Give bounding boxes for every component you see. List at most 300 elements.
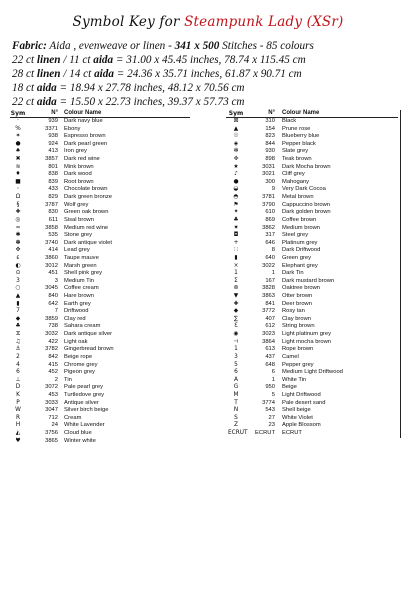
symbol-cell: 1	[234, 270, 238, 277]
header-sym: Sym	[10, 110, 26, 117]
colour-name-cell: Slate grey	[282, 148, 309, 155]
colour-name-cell: Pigeon grey	[64, 369, 95, 376]
table-row	[226, 354, 398, 362]
spec-text: / 14 ct	[60, 68, 95, 80]
symbol-cell: ●	[15, 140, 21, 147]
symbol-cell: ×	[233, 262, 239, 269]
symbol-cell: §	[16, 201, 20, 208]
symbol-cell: ◆	[15, 315, 21, 322]
thread-number-cell: 648	[265, 361, 275, 368]
thread-number-cell: 3	[54, 277, 58, 284]
table-row	[10, 339, 190, 347]
thread-number-cell: 154	[265, 125, 275, 132]
thread-number-cell: 838	[48, 171, 58, 178]
colour-name-cell: Marsh green	[64, 262, 97, 269]
thread-number-cell: 924	[48, 140, 58, 147]
colour-name-cell: Dark Driftwood	[282, 247, 321, 254]
thread-number-cell: 3032	[45, 331, 58, 338]
colour-name-cell: Prune rose	[282, 125, 311, 132]
table-row	[226, 133, 398, 141]
thread-number-cell: 2	[54, 376, 58, 383]
table-row	[10, 384, 190, 392]
thread-number-cell: 3012	[45, 262, 58, 269]
table-row	[226, 255, 398, 263]
colour-name-cell: Root brown	[64, 178, 94, 185]
symbol-cell: ✦	[233, 209, 239, 216]
table-row	[10, 392, 190, 400]
colour-name-cell: Dark antique silver	[64, 331, 113, 338]
table-row	[10, 285, 190, 293]
table-row	[226, 331, 398, 339]
spec-fabric: aida	[94, 68, 114, 80]
table-row	[10, 362, 190, 370]
colour-name-cell: Wolf grey	[64, 201, 89, 208]
table-row	[10, 301, 190, 309]
symbol-cell: ⊠	[233, 118, 239, 124]
color-key-left-column	[10, 110, 190, 445]
colour-name-cell: Dark Tin	[282, 270, 304, 277]
symbol-cell: R	[15, 414, 21, 421]
size-line-22ct-linen	[12, 54, 306, 66]
table-row	[226, 415, 398, 423]
colour-name-cell: Driftwood	[64, 308, 89, 315]
colour-name-cell: Light oak	[64, 338, 88, 345]
spec-text: = 18.94 x 27.78 inches, 48.12 x 70.56 cm	[56, 82, 245, 94]
symbol-cell: 5	[234, 361, 238, 368]
thread-number-cell: 3033	[45, 399, 58, 406]
symbol-cell: 3	[16, 277, 20, 284]
thread-number-cell: 415	[48, 361, 58, 368]
colour-name-cell: Blueberry blue	[282, 133, 320, 140]
table-row	[10, 186, 190, 194]
table-row	[226, 156, 398, 164]
symbol-cell: Z	[234, 422, 238, 429]
colour-name-cell: Turtledove grey	[64, 391, 105, 398]
table-row	[226, 377, 398, 385]
colour-name-cell: Black	[282, 118, 297, 124]
thread-number-cell: 452	[48, 369, 58, 376]
thread-number-cell: 610	[265, 209, 275, 216]
header-number: N°	[51, 110, 58, 116]
spec-fabric: aida	[93, 54, 114, 66]
thread-number-cell: 844	[265, 140, 275, 147]
thread-number-cell: 437	[265, 353, 275, 360]
symbol-cell: ✱	[15, 232, 21, 239]
colour-name-cell: Espresso brown	[64, 133, 106, 140]
symbol-cell: Σ	[234, 277, 238, 284]
table-row	[226, 362, 398, 370]
colour-name-cell: Ebony	[64, 125, 81, 132]
thread-number-cell: 938	[48, 133, 58, 140]
spec-fabric: aida	[36, 82, 57, 94]
symbol-cell: Ω	[15, 194, 21, 201]
colour-name-cell: Mink brown	[64, 163, 94, 170]
table-row	[10, 171, 190, 179]
thread-number-cell: 6	[271, 369, 275, 376]
symbol-cell: A	[234, 376, 238, 383]
thread-number-cell: 3045	[45, 285, 58, 292]
table-row	[226, 293, 398, 301]
symbol-cell: ▮	[16, 300, 20, 307]
symbol-cell: ⊙	[15, 270, 21, 277]
colour-name-cell: Cloud blue	[64, 429, 92, 436]
spec-text: Aida , evenweave or linen -	[46, 40, 175, 52]
thread-number-cell: 840	[48, 293, 58, 300]
table-row	[226, 263, 398, 271]
table-row	[10, 202, 190, 210]
thread-number-cell: 24	[51, 422, 58, 429]
spec-text: = 15.50 x 22.73 inches, 39.37 x 57.73 cm	[56, 96, 245, 108]
thread-number-cell: 842	[48, 353, 58, 360]
thread-number-cell: 611	[48, 216, 58, 223]
thread-number-cell: 950	[265, 384, 275, 391]
colour-name-cell: Light Driftwood	[282, 391, 321, 398]
colour-name-cell: Pale pearl grey	[64, 384, 103, 391]
header-colour-name: Colour Name	[282, 110, 320, 116]
thread-number-cell: 640	[265, 254, 275, 261]
colour-name-cell: Light mocha brown	[282, 338, 331, 345]
table-header	[226, 110, 398, 118]
thread-number-cell: 841	[265, 300, 275, 307]
table-row	[226, 171, 398, 179]
symbol-cell: K	[16, 391, 20, 398]
spec-fabric: linen	[36, 54, 61, 66]
table-row	[226, 278, 398, 286]
thread-number-cell: 3863	[262, 293, 275, 300]
colour-name-cell: Dark red wine	[64, 156, 100, 163]
table-row	[226, 384, 398, 392]
symbol-cell: ✥	[15, 247, 21, 254]
symbol-cell: ♦	[15, 171, 21, 178]
thread-number-cell: 3021	[262, 171, 275, 178]
table-row	[10, 118, 190, 126]
colour-name-cell: Medium brown	[282, 224, 321, 231]
header-number: N°	[268, 110, 275, 116]
colour-name-cell: Lead grey	[64, 247, 90, 254]
table-row	[10, 407, 190, 415]
table-header	[10, 110, 190, 118]
table-row	[226, 179, 398, 187]
symbol-cell: T	[234, 399, 238, 406]
table-row	[10, 331, 190, 339]
thread-number-cell: 414	[48, 247, 58, 254]
thread-number-cell: 3857	[45, 156, 58, 163]
symbol-cell: ◈	[233, 140, 239, 147]
table-row	[10, 415, 190, 423]
spec-lead: Fabric:	[12, 40, 47, 52]
table-row	[226, 194, 398, 202]
symbol-cell: ✽	[15, 239, 21, 246]
colour-name-cell: Dark golden brown	[282, 209, 331, 216]
thread-number-cell: 167	[265, 277, 275, 284]
thread-number-cell: 869	[265, 216, 275, 223]
table-row	[226, 240, 398, 248]
colour-name-cell: Cappuccino brown	[282, 201, 331, 208]
thread-number-cell: 3859	[45, 315, 58, 322]
thread-number-cell: 3782	[45, 346, 58, 353]
thread-number-cell: 823	[265, 133, 275, 140]
table-row	[10, 263, 190, 271]
symbol-cell: ★	[233, 163, 239, 170]
symbol-cell: ε	[16, 254, 20, 261]
symbol-cell: ◎	[15, 216, 21, 223]
thread-number-cell: 3772	[262, 308, 275, 315]
colour-name-cell: White Tin	[282, 376, 307, 383]
thread-number-cell: 3860	[45, 254, 58, 261]
symbol-cell: ▼	[233, 293, 239, 300]
title-prefix: Symbol Key for	[72, 14, 185, 30]
thread-number-cell: 612	[265, 323, 275, 330]
symbol-cell: S	[234, 414, 238, 421]
table-row	[10, 148, 190, 156]
symbol-cell: ○	[15, 285, 21, 292]
thread-number-cell: 3047	[45, 407, 58, 414]
colour-name-cell: Mahogany	[282, 178, 310, 185]
colour-name-cell: Sahara cream	[64, 323, 101, 330]
colour-name-cell: Coffee brown	[282, 216, 317, 223]
colour-name-cell: White Lavender	[64, 422, 105, 429]
symbol-cell: ⚑	[233, 201, 239, 208]
table-row	[10, 278, 190, 286]
color-key-right-column	[226, 110, 401, 438]
symbol-cell: ∷	[234, 247, 238, 254]
size-line-22ct-aida	[12, 96, 245, 108]
colour-name-cell: Winter white	[64, 437, 96, 444]
size-line-28ct-linen	[12, 68, 302, 80]
table-row	[10, 369, 190, 377]
colour-name-cell: White Violet	[282, 414, 313, 421]
table-row	[226, 164, 398, 172]
table-row	[10, 400, 190, 408]
symbol-cell: ⧖	[15, 331, 21, 338]
colour-name-cell: Medium Light Driftwood	[282, 369, 343, 376]
spec-fabric: aida	[36, 96, 57, 108]
thread-number-cell: 930	[265, 148, 275, 155]
symbol-cell: ♫	[15, 338, 21, 345]
thread-number-cell: 3756	[45, 429, 58, 436]
table-row	[10, 255, 190, 263]
thread-number-cell: 3781	[262, 194, 275, 201]
symbol-cell: 6	[16, 369, 20, 376]
table-row	[226, 217, 398, 225]
thread-number-cell: 829	[48, 194, 58, 201]
colour-name-cell: Clay red	[64, 315, 86, 322]
table-row	[226, 186, 398, 194]
symbol-cell: ■	[15, 178, 21, 185]
thread-number-cell: 3371	[45, 125, 58, 132]
colour-name-cell: String brown	[282, 323, 315, 330]
symbol-cell: ·	[17, 118, 19, 124]
table-row	[226, 126, 398, 134]
spec-lead: 22 ct	[12, 54, 37, 66]
colour-name-cell: Hare brown	[64, 293, 94, 300]
fabric-line	[12, 40, 314, 52]
symbol-cell: ◓	[233, 194, 239, 201]
header-colour-name: Colour Name	[64, 110, 102, 116]
table-row	[10, 323, 190, 331]
spec-lead: 22 ct	[12, 96, 37, 108]
colour-name-cell: Pepper grey	[282, 361, 314, 368]
symbol-cell: ✜	[233, 156, 239, 163]
colour-name-cell: Pale desert sand	[282, 399, 326, 406]
table-row	[10, 316, 190, 324]
symbol-cell: ✚	[15, 209, 21, 216]
thread-number-cell: 407	[265, 315, 275, 322]
symbol-cell: ●	[233, 178, 239, 185]
symbol-cell: ⊛	[233, 285, 239, 292]
symbol-cell: P	[16, 399, 20, 406]
colour-name-cell: Earth grey	[64, 300, 91, 307]
symbol-cell: ♥	[15, 437, 21, 444]
thread-number-cell: 1	[271, 270, 275, 277]
symbol-cell: 1	[234, 346, 238, 353]
table-row	[226, 148, 398, 156]
colour-name-cell: Dark mustard brown	[282, 277, 335, 284]
colour-name-cell: Stone grey	[64, 232, 93, 239]
table-row	[10, 377, 190, 385]
symbol-cell: ▲	[233, 125, 239, 132]
spec-stitches: 341 x 500	[174, 40, 220, 52]
table-row	[10, 308, 190, 316]
table-row	[226, 118, 398, 126]
symbol-cell: ✻	[233, 148, 239, 155]
symbol-cell: ≈	[15, 224, 21, 231]
table-row	[10, 133, 190, 141]
symbol-cell: ◒	[233, 186, 239, 193]
thread-number-cell: ECRUT	[255, 429, 275, 436]
table-row	[10, 232, 190, 240]
table-row	[10, 293, 190, 301]
thread-number-cell: 23	[268, 422, 275, 429]
thread-number-cell: 898	[265, 156, 275, 163]
table-row	[226, 400, 398, 408]
table-row	[226, 323, 398, 331]
table-row	[10, 438, 190, 446]
colour-name-cell: Dark green bronze	[64, 194, 113, 201]
thread-number-cell: 433	[48, 186, 58, 193]
thread-number-cell: 413	[48, 148, 58, 155]
thread-number-cell: 3864	[262, 338, 275, 345]
thread-number-cell: 1	[271, 376, 275, 383]
thread-number-cell: 939	[48, 118, 58, 124]
colour-name-cell: Dark wood	[64, 171, 92, 178]
colour-name-cell: Taupe mauve	[64, 254, 99, 261]
table-row	[10, 240, 190, 248]
symbol-cell: ✖	[15, 156, 21, 163]
symbol-cell: ⚓	[15, 346, 21, 353]
symbol-cell: 6	[234, 369, 238, 376]
symbol-cell: ◭	[15, 429, 21, 436]
colour-name-cell: Chrome grey	[64, 361, 98, 368]
colour-name-cell: Camel	[282, 353, 299, 360]
colour-name-cell: Green grey	[282, 254, 311, 261]
colour-name-cell: Beige	[282, 384, 297, 391]
symbol-cell: ♣	[15, 323, 21, 330]
thread-number-cell: 27	[268, 414, 275, 421]
table-row	[226, 316, 398, 324]
table-row	[10, 247, 190, 255]
thread-number-cell: 535	[48, 232, 58, 239]
colour-name-cell: Chocolate brown	[64, 186, 108, 193]
spec-tail: Stitches - 85 colours	[219, 40, 314, 52]
symbol-cell: ♠	[15, 148, 21, 155]
thread-number-cell: 422	[48, 338, 58, 345]
thread-number-cell: 839	[48, 178, 58, 185]
colour-name-cell: Silver birch beige	[64, 407, 109, 414]
colour-name-cell: Rosy tan	[282, 308, 305, 315]
table-row	[226, 285, 398, 293]
thread-number-cell: 9	[271, 186, 275, 193]
symbol-cell: ◦	[16, 186, 20, 193]
colour-name-cell: Green oak brown	[64, 209, 109, 216]
colour-name-cell: Cliff grey	[282, 171, 305, 178]
thread-number-cell: 7	[54, 308, 58, 315]
table-row	[10, 179, 190, 187]
colour-name-cell: Dark pearl green	[64, 140, 108, 147]
table-row	[226, 346, 398, 354]
symbol-cell: 4	[16, 361, 20, 368]
colour-name-cell: Metal brown	[282, 194, 314, 201]
spec-lead: 18 ct	[12, 82, 37, 94]
spec-lead: 28 ct	[12, 68, 37, 80]
colour-name-cell: Very Dark Cocoa	[282, 186, 326, 193]
thread-number-cell: 3787	[45, 201, 58, 208]
symbol-cell: ▮	[234, 254, 238, 261]
spec-text: / 11 ct	[60, 54, 94, 66]
table-row	[10, 164, 190, 172]
colour-name-cell: Otter brown	[282, 293, 313, 300]
thread-number-cell: 646	[265, 239, 275, 246]
symbol-cell: %	[15, 125, 21, 132]
symbol-cell: H	[15, 422, 21, 429]
thread-number-cell: 451	[48, 270, 58, 277]
colour-name-cell: Deer brown	[282, 300, 312, 307]
colour-name-cell: Elephant grey	[282, 262, 318, 269]
table-row	[10, 194, 190, 202]
symbol-cell: G	[233, 384, 239, 391]
symbol-cell: ◐	[15, 262, 21, 269]
size-line-18ct-aida	[12, 82, 245, 94]
thread-number-cell: 3828	[262, 285, 275, 292]
header-sym: Sym	[228, 110, 244, 117]
title-pattern-name: Steampunk Lady (XSr)	[184, 14, 344, 30]
colour-name-cell: Dark antique violet	[64, 239, 113, 246]
symbol-cell: ◘	[233, 232, 239, 239]
thread-number-cell: 801	[48, 163, 58, 170]
table-row	[226, 392, 398, 400]
colour-name-cell: Antique silver	[64, 399, 99, 406]
table-row	[226, 225, 398, 233]
colour-name-cell: Gingerbread brown	[64, 346, 114, 353]
spec-tail: = 24.36 x 35.71 inches, 61.87 x 90.71 cm	[113, 68, 302, 80]
thread-number-cell: 3031	[262, 163, 275, 170]
table-row	[226, 141, 398, 149]
symbol-cell: ≋	[15, 163, 21, 170]
thread-number-cell: 3790	[262, 201, 275, 208]
symbol-cell: ◆	[233, 308, 239, 315]
symbol-cell: ◉	[233, 331, 239, 338]
colour-name-cell: Clay brown	[282, 315, 311, 322]
symbol-cell: ✚	[233, 300, 239, 307]
table-row	[226, 202, 398, 210]
colour-name-cell: Dark Mocha brown	[282, 163, 331, 170]
colour-name-cell: Coffee cream	[64, 285, 99, 292]
symbol-cell: +	[233, 239, 239, 246]
table-row	[10, 422, 190, 430]
table-row	[226, 308, 398, 316]
symbol-cell: D	[15, 384, 21, 391]
colour-name-cell: Dark navy blue	[64, 118, 103, 124]
